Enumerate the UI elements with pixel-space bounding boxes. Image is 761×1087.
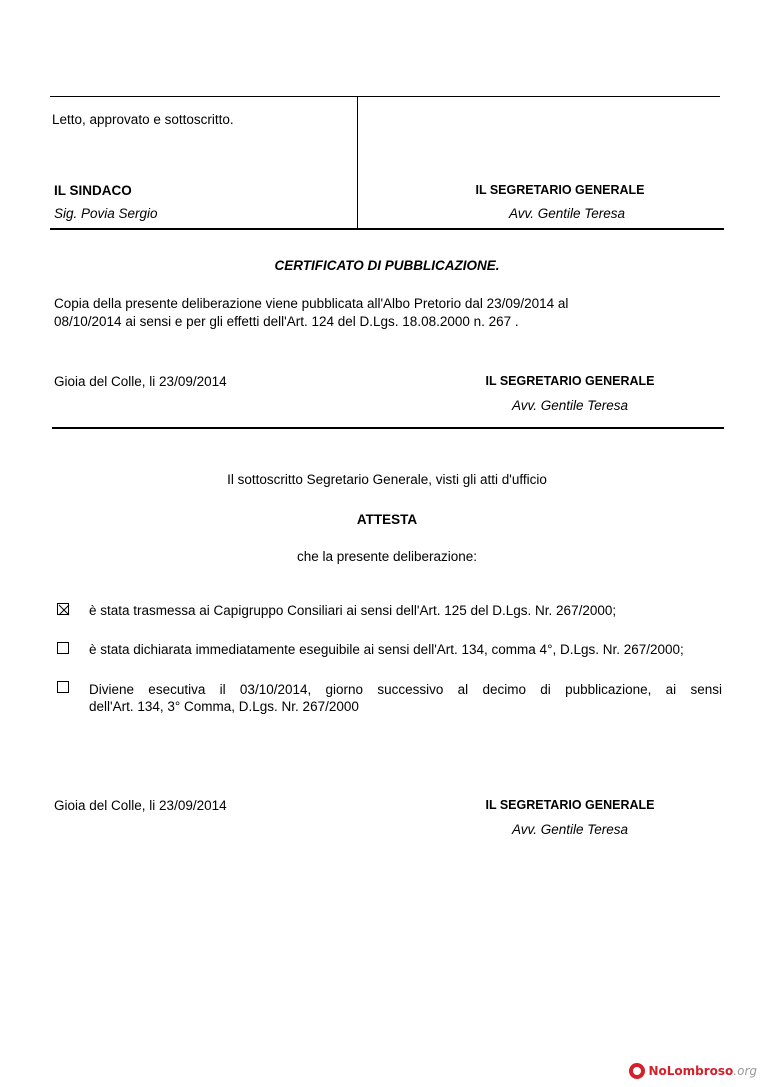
secretary-name: Avv. Gentile Teresa xyxy=(508,206,626,221)
checkbox-becomes-executive[interactable] xyxy=(57,681,69,693)
no-sign-icon xyxy=(629,1063,645,1079)
section-divider xyxy=(52,427,724,429)
certificate-place-date: Gioia del Colle, li 23/09/2014 xyxy=(54,374,227,389)
table-bottom-border xyxy=(50,228,724,230)
certificate-signer-title: IL SEGRETARIO GENERALE xyxy=(485,374,655,388)
watermark-brand: NoLombroso xyxy=(648,1064,734,1078)
checkmark-x-icon xyxy=(58,604,70,616)
attestation-heading: ATTESTA xyxy=(356,512,418,527)
attestation-signer-name: Avv. Gentile Teresa xyxy=(511,822,629,837)
checkbox-transmitted[interactable] xyxy=(57,603,69,615)
approval-text: Letto, approvato e sottoscritto. xyxy=(52,112,234,127)
watermark-logo xyxy=(629,1063,757,1079)
table-top-border xyxy=(50,96,720,97)
mayor-title: IL SINDACO xyxy=(54,183,132,198)
attestation-place-date: Gioia del Colle, li 23/09/2014 xyxy=(54,798,227,813)
item-immediately-executable-text xyxy=(89,642,724,657)
secretary-title: IL SEGRETARIO GENERALE xyxy=(475,183,645,197)
certificate-body-line-2: 08/10/2014 ai sensi e per gli effetti dell'Art. 124 del D.Lgs. 18.08.2000 n. 267 . xyxy=(54,314,519,329)
certificate-heading: CERTIFICATO DI PUBBLICAZIONE. xyxy=(274,258,500,273)
item-becomes-executive-line-2: dell'Art. 134, 3° Comma, D.Lgs. Nr. 267/2000 xyxy=(89,699,359,714)
certificate-signer-name: Avv. Gentile Teresa xyxy=(511,398,629,413)
mayor-name: Sig. Povia Sergio xyxy=(54,206,158,221)
watermark-tld: .org xyxy=(733,1064,757,1078)
item-transmitted-text: è stata trasmessa ai Capigruppo Consiliari ai sensi dell'Art. 125 del D.Lgs. Nr. 267/2000; xyxy=(89,603,617,618)
checkbox-immediately-executable[interactable] xyxy=(57,642,69,654)
attestation-intro: Il sottoscritto Segretario Generale, visti gli atti d'ufficio xyxy=(227,472,547,487)
item-becomes-executive-line-1: Diviene esecutiva il 03/10/2014, giorno successivo al decimo di pubblicazione, ai sensi xyxy=(89,682,722,697)
certificate-body-line-1: Copia della presente deliberazione viene pubblicata all'Albo Pretorio dal 23/09/2014 al xyxy=(54,296,569,311)
table-column-divider xyxy=(357,96,358,229)
attestation-signer-title: IL SEGRETARIO GENERALE xyxy=(485,798,655,812)
attestation-subintro: che la presente deliberazione: xyxy=(296,549,478,564)
item-immediately-executable-label: è stata dichiarata immediatamente eseguibile ai sensi dell'Art. 134, comma 4°, D.Lgs. Nr. 267/2000; xyxy=(89,642,684,657)
